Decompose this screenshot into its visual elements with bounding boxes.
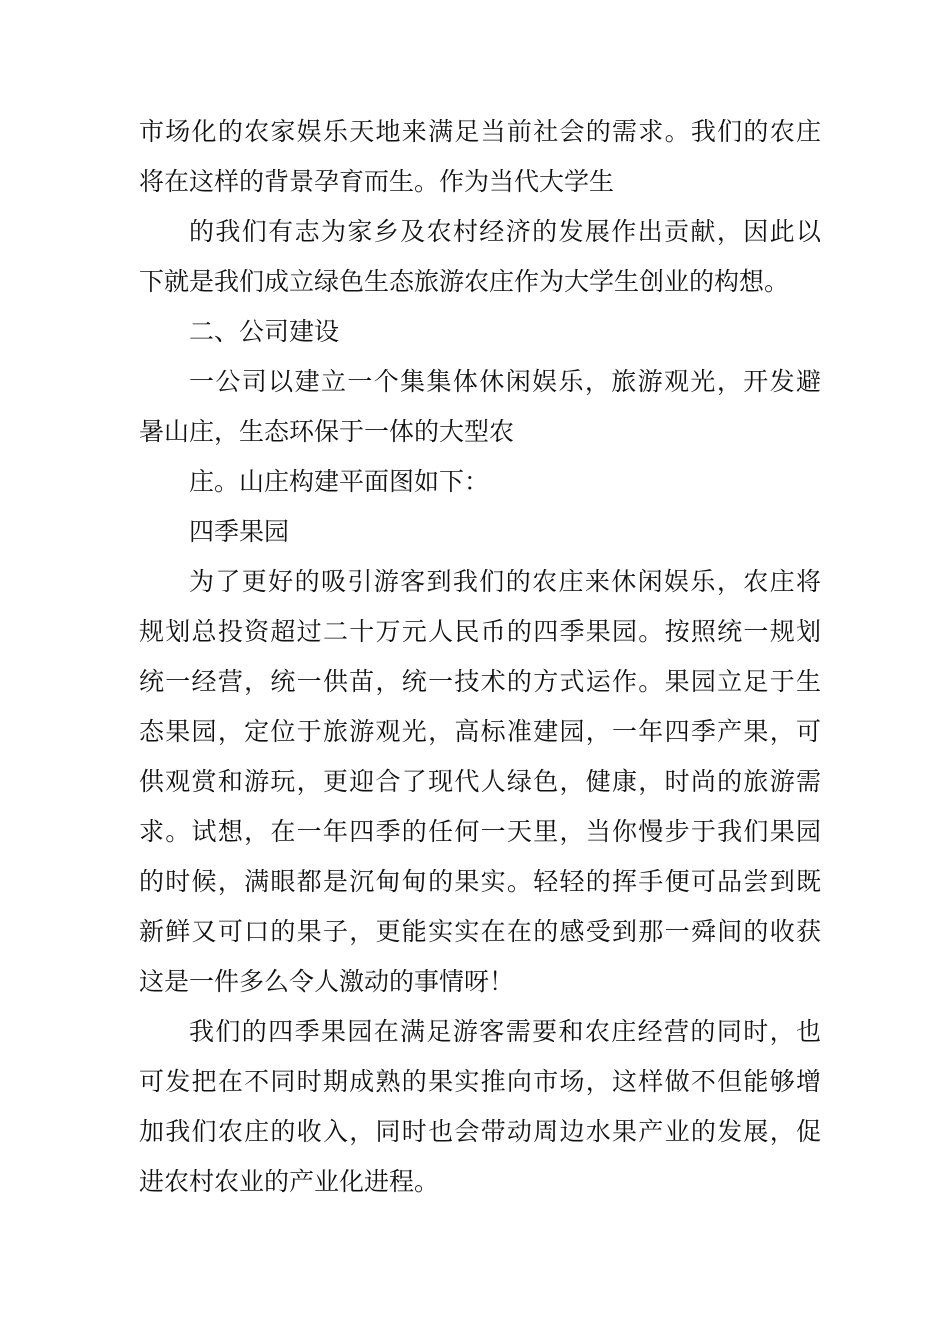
- text-line: 统一经营，统一供苗，统一技术的方式运作。果园立足于生: [139, 667, 821, 696]
- text-line: 将在这样的背景孕育而生。作为当代大学生: [139, 167, 615, 196]
- text-line: 暑山庄，生态环保于一体的大型农: [139, 417, 515, 446]
- text-line: 我们的四季果园在满足游客需要和农庄经营的同时，也: [189, 1017, 821, 1046]
- text-line: 规划总投资超过二十万元人民币的四季果园。按照统一规划: [139, 617, 821, 646]
- text-line: 进农村农业的产业化进程。: [139, 1167, 440, 1196]
- text-line: 新鲜又可口的果子，更能实实在在的感受到那一舜间的收获: [139, 917, 821, 946]
- text-line: 二、公司建设: [189, 317, 340, 346]
- text-line: 庄。山庄构建平面图如下：: [189, 467, 490, 496]
- paragraph: [139, 207, 821, 307]
- paragraph: [139, 107, 821, 207]
- text-line: 的我们有志为家乡及农村经济的发展作出贡献，因此以: [189, 217, 821, 246]
- paragraph: [139, 557, 821, 1007]
- text-line: 态果园，定位于旅游观光，高标准建园，一年四季产果，可: [139, 717, 821, 746]
- text-line: 下就是我们成立绿色生态旅游农庄作为大学生创业的构想。: [139, 267, 790, 296]
- text-line: 求。试想，在一年四季的任何一天里，当你慢步于我们果园: [139, 817, 821, 846]
- paragraph: [139, 507, 821, 557]
- text-line: 四季果园: [189, 517, 290, 546]
- text-line: 的时候，满眼都是沉甸甸的果实。轻轻的挥手便可品尝到既: [139, 867, 821, 896]
- paragraph: [139, 307, 821, 357]
- document-body: [139, 107, 821, 1207]
- text-line: 这是一件多么令人激动的事情呀！: [139, 967, 515, 996]
- paragraph: [139, 357, 821, 457]
- text-line: 为了更好的吸引游客到我们的农庄来休闲娱乐，农庄将: [189, 567, 821, 596]
- text-line: 一公司以建立一个集集体休闲娱乐，旅游观光，开发避: [189, 367, 821, 396]
- text-line: 供观赏和游玩，更迎合了现代人绿色，健康，时尚的旅游需: [139, 767, 821, 796]
- paragraph: [139, 457, 821, 507]
- text-line: 加我们农庄的收入，同时也会带动周边水果产业的发展，促: [139, 1117, 821, 1146]
- text-line: 市场化的农家娱乐天地来满足当前社会的需求。我们的农庄: [139, 117, 821, 146]
- text-line: 可发把在不同时期成熟的果实推向市场，这样做不但能够增: [139, 1067, 821, 1096]
- paragraph: [139, 1007, 821, 1207]
